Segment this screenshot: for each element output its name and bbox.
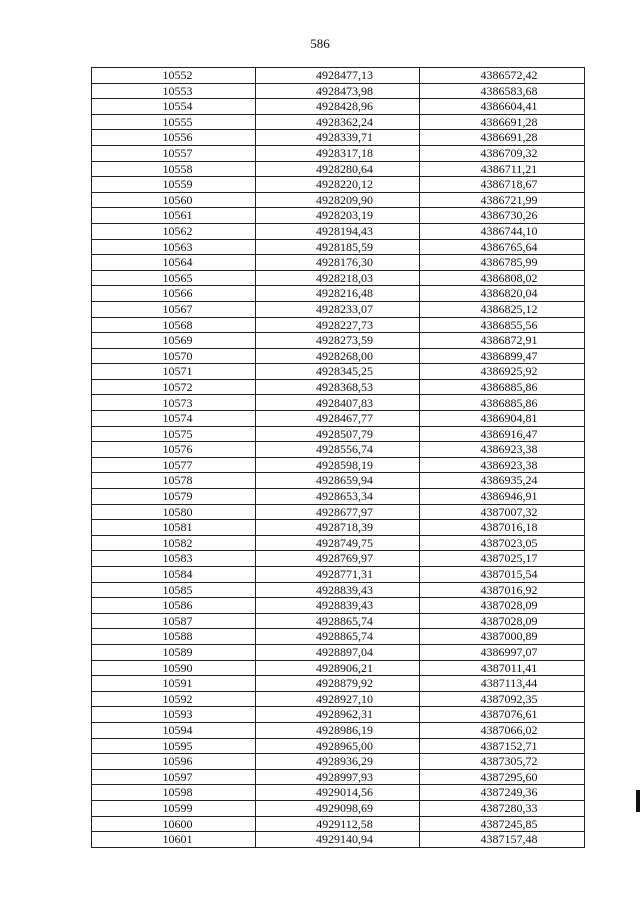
- table-row: [92, 800, 585, 816]
- table-row: [92, 816, 585, 832]
- point-number-cell: 10556: [92, 130, 256, 146]
- table-row: [92, 379, 585, 395]
- y-coordinate-cell: 4386572,42: [420, 68, 585, 84]
- y-coordinate-cell: 4386820,04: [420, 286, 585, 302]
- x-coordinate-cell: 4928962,31: [256, 707, 420, 723]
- x-coordinate-cell: 4928556,74: [256, 442, 420, 458]
- y-coordinate-cell: 4387016,92: [420, 582, 585, 598]
- x-coordinate-cell: 4928839,43: [256, 582, 420, 598]
- table-row: [92, 489, 585, 505]
- y-coordinate-cell: 4387000,89: [420, 629, 585, 645]
- table-row: [92, 255, 585, 271]
- x-coordinate-cell: 4928659,94: [256, 473, 420, 489]
- table-row: [92, 567, 585, 583]
- point-number-cell: 10553: [92, 83, 256, 99]
- table-row: [92, 426, 585, 442]
- x-coordinate-cell: 4928203,19: [256, 208, 420, 224]
- x-coordinate-cell: 4928677,97: [256, 504, 420, 520]
- x-coordinate-cell: 4929140,94: [256, 832, 420, 848]
- point-number-cell: 10590: [92, 660, 256, 676]
- point-number-cell: 10552: [92, 68, 256, 84]
- point-number-cell: 10584: [92, 567, 256, 583]
- x-coordinate-cell: 4928339,71: [256, 130, 420, 146]
- point-number-cell: 10564: [92, 255, 256, 271]
- table-row: [92, 769, 585, 785]
- y-coordinate-cell: 4386855,56: [420, 317, 585, 333]
- point-number-cell: 10560: [92, 192, 256, 208]
- x-coordinate-cell: 4928176,30: [256, 255, 420, 271]
- point-number-cell: 10561: [92, 208, 256, 224]
- point-number-cell: 10569: [92, 333, 256, 349]
- x-coordinate-cell: 4928936,29: [256, 754, 420, 770]
- y-coordinate-cell: 4386997,07: [420, 644, 585, 660]
- point-number-cell: 10565: [92, 270, 256, 286]
- x-coordinate-cell: 4928865,74: [256, 629, 420, 645]
- point-number-cell: 10573: [92, 395, 256, 411]
- point-number-cell: 10598: [92, 785, 256, 801]
- table-row: [92, 754, 585, 770]
- table-row: [92, 395, 585, 411]
- point-number-cell: 10572: [92, 379, 256, 395]
- table-row: [92, 411, 585, 427]
- x-coordinate-cell: 4928507,79: [256, 426, 420, 442]
- point-number-cell: 10597: [92, 769, 256, 785]
- table-row: [92, 68, 585, 84]
- point-number-cell: 10587: [92, 613, 256, 629]
- x-coordinate-cell: 4928273,59: [256, 333, 420, 349]
- table-row: [92, 192, 585, 208]
- x-coordinate-cell: 4928209,90: [256, 192, 420, 208]
- x-coordinate-cell: 4928653,34: [256, 489, 420, 505]
- x-coordinate-cell: 4928879,92: [256, 676, 420, 692]
- point-number-cell: 10574: [92, 411, 256, 427]
- table-row: [92, 738, 585, 754]
- point-number-cell: 10555: [92, 114, 256, 130]
- y-coordinate-cell: 4386925,92: [420, 364, 585, 380]
- table-row: [92, 145, 585, 161]
- x-coordinate-cell: 4928233,07: [256, 301, 420, 317]
- point-number-cell: 10591: [92, 676, 256, 692]
- table-row: [92, 676, 585, 692]
- y-coordinate-cell: 4386935,24: [420, 473, 585, 489]
- x-coordinate-cell: 4928218,03: [256, 270, 420, 286]
- point-number-cell: 10559: [92, 177, 256, 193]
- y-coordinate-cell: 4387023,05: [420, 535, 585, 551]
- y-coordinate-cell: 4386583,68: [420, 83, 585, 99]
- table-row: [92, 504, 585, 520]
- table-row: [92, 333, 585, 349]
- x-coordinate-cell: 4929014,56: [256, 785, 420, 801]
- y-coordinate-cell: 4386872,91: [420, 333, 585, 349]
- y-coordinate-cell: 4386721,99: [420, 192, 585, 208]
- point-number-cell: 10592: [92, 691, 256, 707]
- table-row: [92, 457, 585, 473]
- table-row: [92, 317, 585, 333]
- table-row: [92, 99, 585, 115]
- y-coordinate-cell: 4387066,02: [420, 722, 585, 738]
- x-coordinate-cell: 4928407,83: [256, 395, 420, 411]
- y-coordinate-cell: 4387245,85: [420, 816, 585, 832]
- point-number-cell: 10566: [92, 286, 256, 302]
- y-coordinate-cell: 4386904,81: [420, 411, 585, 427]
- point-number-cell: 10585: [92, 582, 256, 598]
- point-number-cell: 10577: [92, 457, 256, 473]
- y-coordinate-cell: 4387305,72: [420, 754, 585, 770]
- y-coordinate-cell: 4386744,10: [420, 223, 585, 239]
- table-row: [92, 208, 585, 224]
- point-number-cell: 10578: [92, 473, 256, 489]
- point-number-cell: 10599: [92, 800, 256, 816]
- y-coordinate-cell: 4386711,21: [420, 161, 585, 177]
- point-number-cell: 10581: [92, 520, 256, 536]
- y-coordinate-cell: 4387113,44: [420, 676, 585, 692]
- y-coordinate-cell: 4386825,12: [420, 301, 585, 317]
- y-coordinate-cell: 4387152,71: [420, 738, 585, 754]
- table-row: [92, 722, 585, 738]
- table-row: [92, 785, 585, 801]
- x-coordinate-cell: 4928268,00: [256, 348, 420, 364]
- point-number-cell: 10583: [92, 551, 256, 567]
- y-coordinate-cell: 4386765,64: [420, 239, 585, 255]
- x-coordinate-cell: 4929112,58: [256, 816, 420, 832]
- point-number-cell: 10593: [92, 707, 256, 723]
- point-number-cell: 10576: [92, 442, 256, 458]
- x-coordinate-cell: 4928906,21: [256, 660, 420, 676]
- y-coordinate-cell: 4387015,54: [420, 567, 585, 583]
- point-number-cell: 10588: [92, 629, 256, 645]
- table-row: [92, 660, 585, 676]
- y-coordinate-cell: 4386885,86: [420, 379, 585, 395]
- x-coordinate-cell: 4928927,10: [256, 691, 420, 707]
- page-number: 586: [310, 36, 330, 51]
- x-coordinate-cell: 4928997,93: [256, 769, 420, 785]
- table-row: [92, 629, 585, 645]
- y-coordinate-cell: 4387280,33: [420, 800, 585, 816]
- y-coordinate-cell: 4387295,60: [420, 769, 585, 785]
- x-coordinate-cell: 4928280,64: [256, 161, 420, 177]
- table-row: [92, 644, 585, 660]
- point-number-cell: 10562: [92, 223, 256, 239]
- table-row: [92, 691, 585, 707]
- point-number-cell: 10563: [92, 239, 256, 255]
- table-row: [92, 270, 585, 286]
- point-number-cell: 10557: [92, 145, 256, 161]
- x-coordinate-cell: 4928345,25: [256, 364, 420, 380]
- point-number-cell: 10554: [92, 99, 256, 115]
- x-coordinate-cell: 4928771,31: [256, 567, 420, 583]
- x-coordinate-cell: 4928598,19: [256, 457, 420, 473]
- table-row: [92, 239, 585, 255]
- x-coordinate-cell: 4928317,18: [256, 145, 420, 161]
- table-row: [92, 83, 585, 99]
- table-row: [92, 598, 585, 614]
- point-number-cell: 10568: [92, 317, 256, 333]
- y-coordinate-cell: 4386923,38: [420, 457, 585, 473]
- point-number-cell: 10595: [92, 738, 256, 754]
- y-coordinate-cell: 4386808,02: [420, 270, 585, 286]
- point-number-cell: 10600: [92, 816, 256, 832]
- table-row: [92, 520, 585, 536]
- point-number-cell: 10596: [92, 754, 256, 770]
- x-coordinate-cell: 4928362,24: [256, 114, 420, 130]
- table-row: [92, 551, 585, 567]
- table-row: [92, 348, 585, 364]
- x-coordinate-cell: 4928769,97: [256, 551, 420, 567]
- y-coordinate-cell: 4386691,28: [420, 114, 585, 130]
- coordinates-table: [91, 67, 585, 848]
- coordinates-table-body: [92, 68, 585, 848]
- table-row: [92, 114, 585, 130]
- table-row: [92, 130, 585, 146]
- y-coordinate-cell: 4386946,91: [420, 489, 585, 505]
- x-coordinate-cell: 4928986,19: [256, 722, 420, 738]
- y-coordinate-cell: 4386718,67: [420, 177, 585, 193]
- x-coordinate-cell: 4928220,12: [256, 177, 420, 193]
- y-coordinate-cell: 4386885,86: [420, 395, 585, 411]
- y-coordinate-cell: 4386709,32: [420, 145, 585, 161]
- table-row: [92, 177, 585, 193]
- x-coordinate-cell: 4928965,00: [256, 738, 420, 754]
- x-coordinate-cell: 4928473,98: [256, 83, 420, 99]
- y-coordinate-cell: 4386730,26: [420, 208, 585, 224]
- table-row: [92, 832, 585, 848]
- point-number-cell: 10589: [92, 644, 256, 660]
- y-coordinate-cell: 4387028,09: [420, 598, 585, 614]
- table-row: [92, 364, 585, 380]
- x-coordinate-cell: 4928897,04: [256, 644, 420, 660]
- y-coordinate-cell: 4386923,38: [420, 442, 585, 458]
- table-row: [92, 473, 585, 489]
- point-number-cell: 10558: [92, 161, 256, 177]
- y-coordinate-cell: 4387092,35: [420, 691, 585, 707]
- y-coordinate-cell: 4387249,36: [420, 785, 585, 801]
- point-number-cell: 10571: [92, 364, 256, 380]
- y-coordinate-cell: 4387025,17: [420, 551, 585, 567]
- y-coordinate-cell: 4386916,47: [420, 426, 585, 442]
- y-coordinate-cell: 4386691,28: [420, 130, 585, 146]
- x-coordinate-cell: 4928194,43: [256, 223, 420, 239]
- y-coordinate-cell: 4387076,61: [420, 707, 585, 723]
- x-coordinate-cell: 4928185,59: [256, 239, 420, 255]
- point-number-cell: 10580: [92, 504, 256, 520]
- x-coordinate-cell: 4929098,69: [256, 800, 420, 816]
- point-number-cell: 10575: [92, 426, 256, 442]
- y-coordinate-cell: 4387157,48: [420, 832, 585, 848]
- point-number-cell: 10601: [92, 832, 256, 848]
- x-coordinate-cell: 4928865,74: [256, 613, 420, 629]
- point-number-cell: 10567: [92, 301, 256, 317]
- point-number-cell: 10582: [92, 535, 256, 551]
- x-coordinate-cell: 4928839,43: [256, 598, 420, 614]
- y-coordinate-cell: 4387007,32: [420, 504, 585, 520]
- x-coordinate-cell: 4928749,75: [256, 535, 420, 551]
- point-number-cell: 10570: [92, 348, 256, 364]
- x-coordinate-cell: 4928477,13: [256, 68, 420, 84]
- y-coordinate-cell: 4387028,09: [420, 613, 585, 629]
- y-coordinate-cell: 4387016,18: [420, 520, 585, 536]
- y-coordinate-cell: 4386899,47: [420, 348, 585, 364]
- table-row: [92, 707, 585, 723]
- table-row: [92, 442, 585, 458]
- y-coordinate-cell: 4386785,99: [420, 255, 585, 271]
- x-coordinate-cell: 4928718,39: [256, 520, 420, 536]
- table-row: [92, 286, 585, 302]
- x-coordinate-cell: 4928368,53: [256, 379, 420, 395]
- scan-edge-mark: [636, 790, 640, 812]
- point-number-cell: 10586: [92, 598, 256, 614]
- table-row: [92, 535, 585, 551]
- x-coordinate-cell: 4928216,48: [256, 286, 420, 302]
- x-coordinate-cell: 4928428,96: [256, 99, 420, 115]
- table-row: [92, 161, 585, 177]
- y-coordinate-cell: 4387011,41: [420, 660, 585, 676]
- table-row: [92, 223, 585, 239]
- table-row: [92, 301, 585, 317]
- x-coordinate-cell: 4928467,77: [256, 411, 420, 427]
- y-coordinate-cell: 4386604,41: [420, 99, 585, 115]
- table-row: [92, 582, 585, 598]
- point-number-cell: 10579: [92, 489, 256, 505]
- x-coordinate-cell: 4928227,73: [256, 317, 420, 333]
- point-number-cell: 10594: [92, 722, 256, 738]
- table-row: [92, 613, 585, 629]
